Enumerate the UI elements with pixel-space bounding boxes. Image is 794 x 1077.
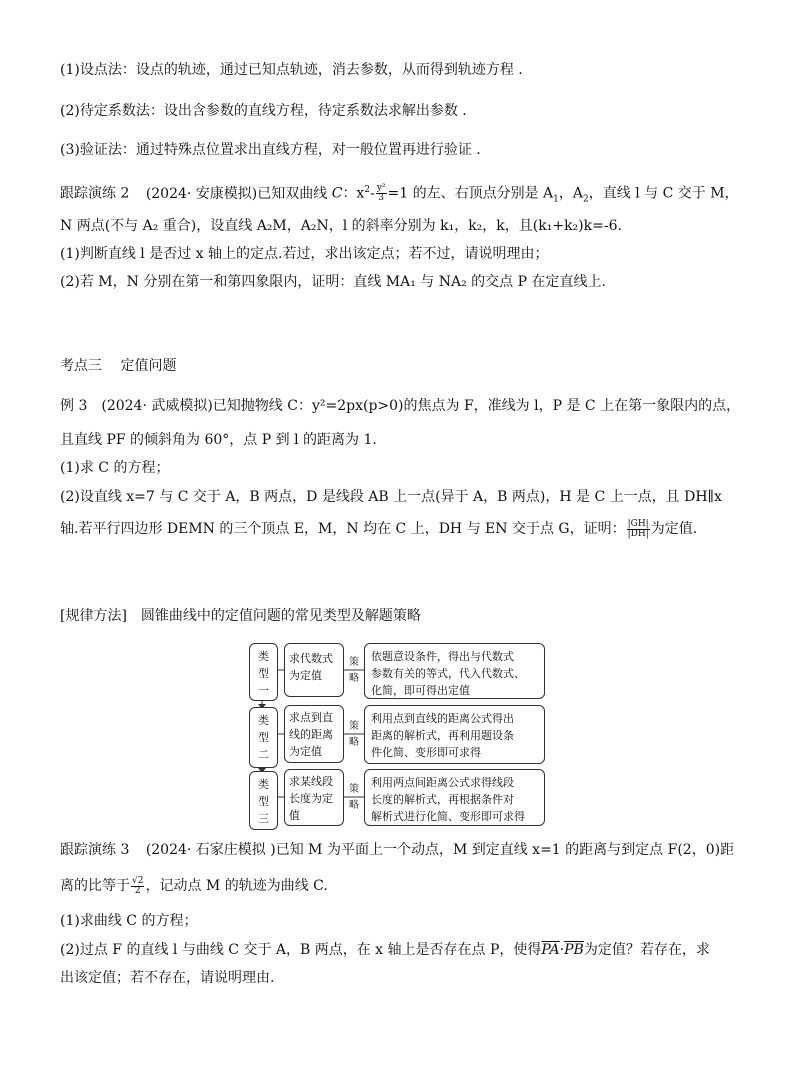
- track2-source: (2024· 安康模拟)已知双曲线: [145, 185, 328, 202]
- track2-frac-num: y²: [376, 183, 386, 194]
- strategy-box-1: [364, 643, 545, 699]
- track2-frac-den: 3: [378, 193, 385, 204]
- track2-eq-a: ：x: [342, 185, 365, 202]
- strategy-2-line-2: 距离的解析式，再利用题设条: [371, 729, 514, 742]
- goal-2-line-3: 为定值: [289, 745, 322, 758]
- track3-line1: [60, 840, 734, 860]
- strategy-1-char-2: 略: [349, 673, 359, 684]
- strategy-label-1: [348, 657, 360, 685]
- strategy-label-3: [348, 784, 360, 812]
- example3-frac-num: |GH|: [627, 518, 649, 529]
- track2-q1: (1)判断直线 l 是否过 x 轴上的定点.若过，求出该定点；若不过，请说明理由；: [60, 246, 549, 262]
- goal-box-3: [284, 769, 344, 826]
- track3-fraction: [131, 877, 144, 896]
- type-box-1: [249, 643, 278, 701]
- type-1-char-3: 一: [258, 684, 269, 697]
- strategy-3-char-2: 略: [349, 800, 359, 811]
- type-1-char-2: 型: [258, 667, 269, 680]
- rules-title: [规律方法] 圆锥曲线中的定值问题的常见类型及解题策略: [60, 608, 421, 624]
- track3-line1-text: (2024· 石家庄模拟 )已知 M 为平面上一个动点，M 到定直线 x=1 的距离与到定点 F(2，0)距: [145, 842, 735, 858]
- track3-q2-line: [60, 940, 710, 960]
- track2-a1: 1: [553, 194, 559, 205]
- track3-dot: ·: [559, 942, 565, 958]
- type-3-char-2: 型: [258, 795, 269, 808]
- type-2-char-1: 类: [258, 714, 269, 727]
- type-1-char-1: 类: [258, 650, 269, 663]
- goal-1-line-2: 为定值: [289, 669, 322, 682]
- method-2: (2)待定系数法：设出含参数的直线方程，待定系数法求解出参数 .: [60, 103, 467, 119]
- track2-line2: N 两点(不与 A₂ 重合)，设直线 A₂M，A₂N，l 的斜率分别为 k₁，k₂，k，且(k₁+k₂)k=-6.: [60, 218, 622, 234]
- goal-2-line-2: 线的距离: [289, 728, 333, 741]
- example3-q2b: 轴.若平行四边形 DEMN 的三个顶点 E，M，N 均在 C 上，DH 与 EN 交于点 G，证明：: [60, 521, 626, 537]
- section3-title: 考点三 定值问题: [60, 358, 177, 374]
- type-2-char-3: 二: [258, 748, 269, 761]
- track3-vec-pa: $\overline{PA}$: [541, 942, 560, 958]
- strategy-1-line-3: 化简，即可得出定值: [371, 684, 470, 697]
- strategy-box-2: [364, 705, 545, 764]
- strategy-box-3: [364, 769, 545, 826]
- strategy-1-char-1: 策: [349, 657, 359, 668]
- strategy-3-line-2: 长度的解析式，再根据条件对: [371, 793, 514, 806]
- strategy-2-line-1: 利用点到直线的距离公式得出: [371, 712, 514, 725]
- example3-frac-den: |DH|: [627, 528, 649, 539]
- type-3-char-3: 三: [258, 812, 269, 825]
- strategy-label-2: [348, 721, 360, 749]
- strategy-1-line-1: 依题意设条件，得出与代数式: [371, 650, 514, 663]
- goal-3-line-3: 值: [289, 809, 300, 822]
- track3-line2: [60, 876, 328, 896]
- goal-3-line-2: 长度为定: [289, 792, 333, 805]
- example3-q2a: (2)设直线 x=7 与 C 交于 A，B 两点，D 是线段 AB 上一点(异于 A，B 两点)，H 是 C 上一点，且 DH∥x: [60, 489, 722, 505]
- track3-q2b: 为定值？若存在，求: [583, 942, 710, 958]
- goal-1-line-1: 求代数式: [289, 652, 333, 665]
- strategy-3-char-1: 策: [349, 784, 359, 795]
- track3-q1: (1)求曲线 C 的方程；: [60, 913, 198, 929]
- track3-line2b: ，记动点 M 的轨迹为曲线 C.: [145, 878, 328, 894]
- track3-frac-den: 2: [134, 885, 141, 896]
- track2-curve-name: C: [331, 185, 343, 202]
- type-box-2: [249, 707, 278, 768]
- track2-a2: 2: [583, 194, 589, 205]
- strategy-2-char-2: 略: [349, 737, 359, 748]
- track3-label: 跟踪演练 3: [60, 842, 130, 858]
- track2-comma-a: ，A: [558, 185, 584, 202]
- track3-q2c: 出该定值；若不存在，请说明理由.: [60, 970, 275, 986]
- goal-2-line-1: 求点到直: [289, 711, 333, 724]
- track3-line2a: 离的比等于: [60, 878, 130, 894]
- track2-tail1: ，直线 l 与 C 交于 M，: [588, 185, 739, 202]
- track3-q2a: (2)过点 F 的直线 l 与曲线 C 交于 A，B 两点，在 x 轴上是否存在点 P，使得: [60, 942, 542, 958]
- example3-q1: (1)求 C 的方程；: [60, 460, 170, 476]
- type-3-char-1: 类: [258, 778, 269, 791]
- method-1: (1)设点法：设点的轨迹，通过已知点轨迹，消去参数，从而得到轨迹方程 .: [60, 62, 523, 78]
- strategy-2-char-1: 策: [349, 721, 359, 732]
- track2-q2: (2)若 M，N 分别在第一和第四象限内，证明：直线 MA₁ 与 NA₂ 的交点 P 在定直线上.: [60, 274, 606, 290]
- method-3: (3)验证法：通过特殊点位置求出直线方程，对一般位置再进行验证 .: [60, 142, 481, 158]
- strategy-3-line-3: 解析式进行化简、变形即可求得: [371, 810, 525, 823]
- goal-3-line-1: 求某线段: [289, 775, 333, 788]
- example3-q2c: 为定值.: [650, 521, 698, 537]
- track2-eq-rest: =1 的左、右顶点分别是 A: [387, 185, 554, 202]
- type-box-3: [249, 771, 278, 830]
- track2-label: 跟踪演练 2: [60, 185, 130, 202]
- strategy-2-line-3: 件化简、变形即可求得: [371, 746, 481, 759]
- track2-eq-sup: 2: [364, 185, 371, 195]
- track3-vec-pb: $\overline{PB}$: [564, 942, 584, 958]
- type-2-char-2: 型: [258, 731, 269, 744]
- track3-frac-num: √2: [132, 875, 144, 886]
- strategy-3-line-1: 利用两点间距离公式求得线段: [371, 776, 514, 789]
- example3-line1: 例 3 (2024· 武威模拟)已知抛物线 C：y²=2px(p>0)的焦点为 F，准线为 l，P 是 C 上在第一象限内的点，: [60, 398, 741, 414]
- goal-box-2: [284, 705, 344, 763]
- strategy-1-line-2: 参数有关的等式，代入代数式、: [371, 667, 525, 680]
- example3-line2: 且直线 PF 的倾斜角为 60°，点 P 到 l 的距离为 1.: [60, 432, 377, 448]
- track2-eq-minus: -: [370, 185, 375, 202]
- goal-box-1: [284, 643, 344, 697]
